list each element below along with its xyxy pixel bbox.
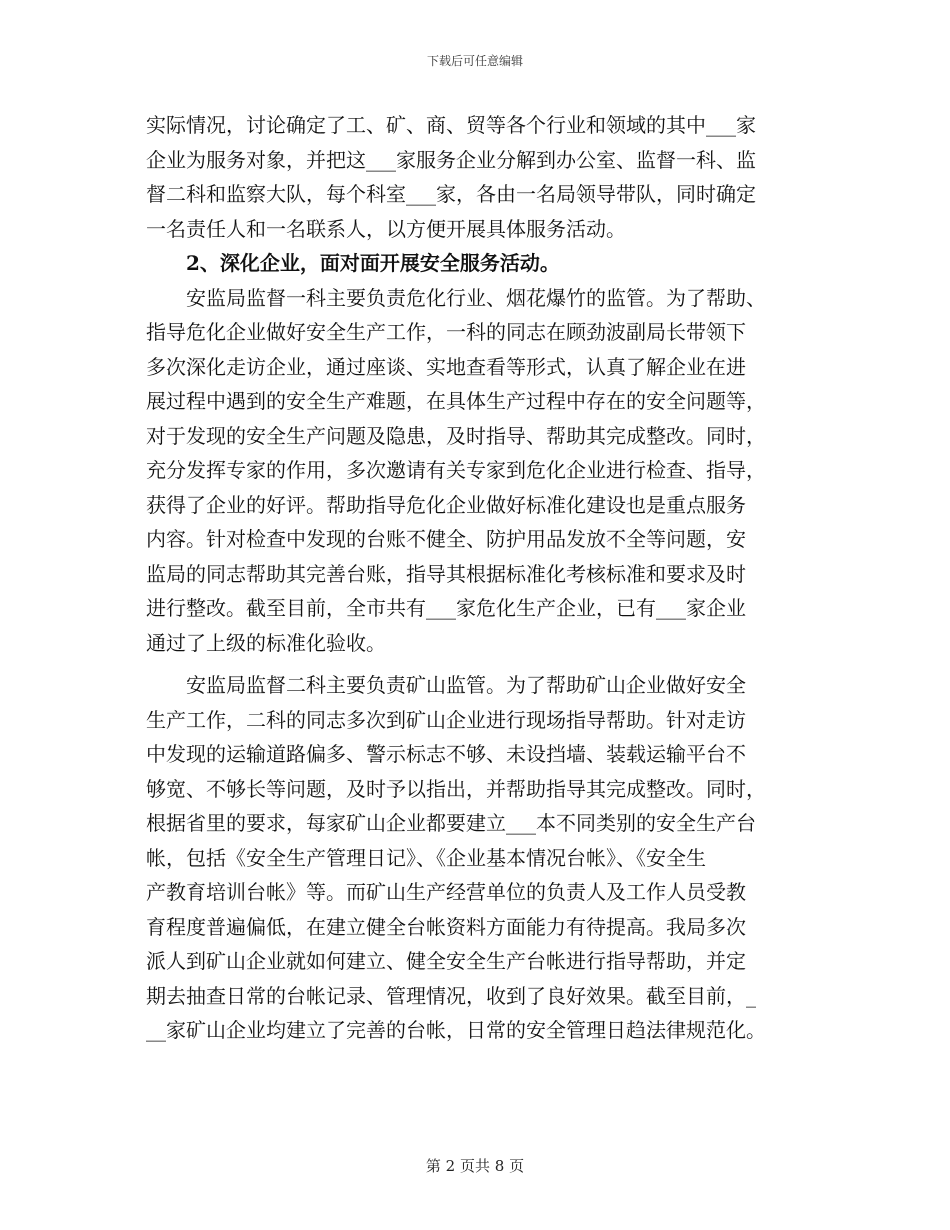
page-header: 下载后可任意编辑	[426, 54, 523, 68]
heading-line: 2、深化企业，面对面开展安全服务活动。	[186, 251, 560, 275]
text-line: 实际情况，讨论确定了工、矿、商、贸等各个行业和领域的其中___家	[146, 113, 756, 137]
text-line: 生产工作，二科的同志多次到矿山企业进行现场指导帮助。针对走访	[146, 707, 746, 732]
text-line: 对于发现的安全生产问题及隐患，及时指导、帮助其完成整改。同时，	[146, 423, 766, 448]
text-line: 多次深化走访企业，通过座谈、实地查看等形式，认真了解企业在进	[146, 354, 746, 379]
paragraph-gap	[146, 660, 814, 668]
text-line: 根据省里的要求，每家矿山企业都要建立___本不同类别的安全生产台	[146, 811, 756, 835]
text-line: 督二科和监察大队，每个科室___家，各由一名局领导带队，同时确定	[146, 182, 756, 206]
text-line: 安监局监督二科主要负责矿山监管。为了帮助矿山企业做好安全	[186, 673, 746, 697]
section-heading	[146, 246, 814, 281]
text-line: 获得了企业的好评。帮助指导危化企业做好标准化建设也是重点服务	[146, 492, 746, 517]
text-line: 安监局监督一科主要负责危化行业、烟花爆竹的监管。为了帮助、	[186, 285, 766, 310]
text-line: 通过了上级的标准化验收。	[146, 630, 386, 655]
text-line: 监局的同志帮助其完善台账，指导其根据标准化考核标准和要求及时	[146, 561, 746, 586]
text-line: 进行整改。截至目前，全市共有___家危化生产企业，已有___家企业	[146, 596, 746, 620]
text-line: 中发现的运输道路偏多、警示标志不够、未设挡墙、装载运输平台不	[146, 742, 746, 766]
text-line: 帐，包括《安全生产管理日记》、《企业基本情况台帐》、《安全生	[146, 845, 706, 870]
text-line: 内容。针对检查中发现的台账不健全、防护用品发放不全等问题，安	[146, 527, 746, 551]
text-line: 期去抽查日常的台帐记录、管理情况，收到了良好效果。截至目前，_	[146, 983, 756, 1008]
text-line: 充分发挥专家的作用，多次邀请有关专家到危化企业进行检查、指导，	[146, 458, 766, 482]
text-line: __家矿山企业均建立了完善的台帐，日常的安全管理日趋法律规范化。	[146, 1018, 766, 1042]
text-line: 产教育培训台帐》等。而矿山生产经营单位的负责人及工作人员受教	[146, 880, 746, 904]
text-line: 企业为服务对象，并把这___家服务企业分解到办公室、监督一科、监	[146, 147, 756, 172]
text-line: 育程度普遍偏低，在建立健全台帐资料方面能力有待提高。我局多次	[146, 914, 746, 939]
paragraph-supervision-one	[146, 281, 814, 661]
text-line: 派人到矿山企业就如何建立、健全安全生产台帐进行指导帮助，并定	[146, 949, 746, 973]
paragraph-continuation	[146, 108, 814, 246]
text-line: 指导危化企业做好安全生产工作，一科的同志在顾劲波副局长带领下	[146, 320, 746, 344]
text-line: 一名责任人和一名联系人，以方便开展具体服务活动。	[146, 216, 626, 241]
page-footer: 第 2 页共 8 页	[425, 1157, 525, 1175]
text-line: 够宽、不够长等问题，及时予以指出，并帮助指导其完成整改。同时，	[146, 776, 766, 801]
document-body	[146, 108, 814, 1048]
text-line: 展过程中遇到的安全生产难题，在具体生产过程中存在的安全问题等，	[146, 389, 766, 413]
paragraph-supervision-two	[146, 668, 814, 1048]
